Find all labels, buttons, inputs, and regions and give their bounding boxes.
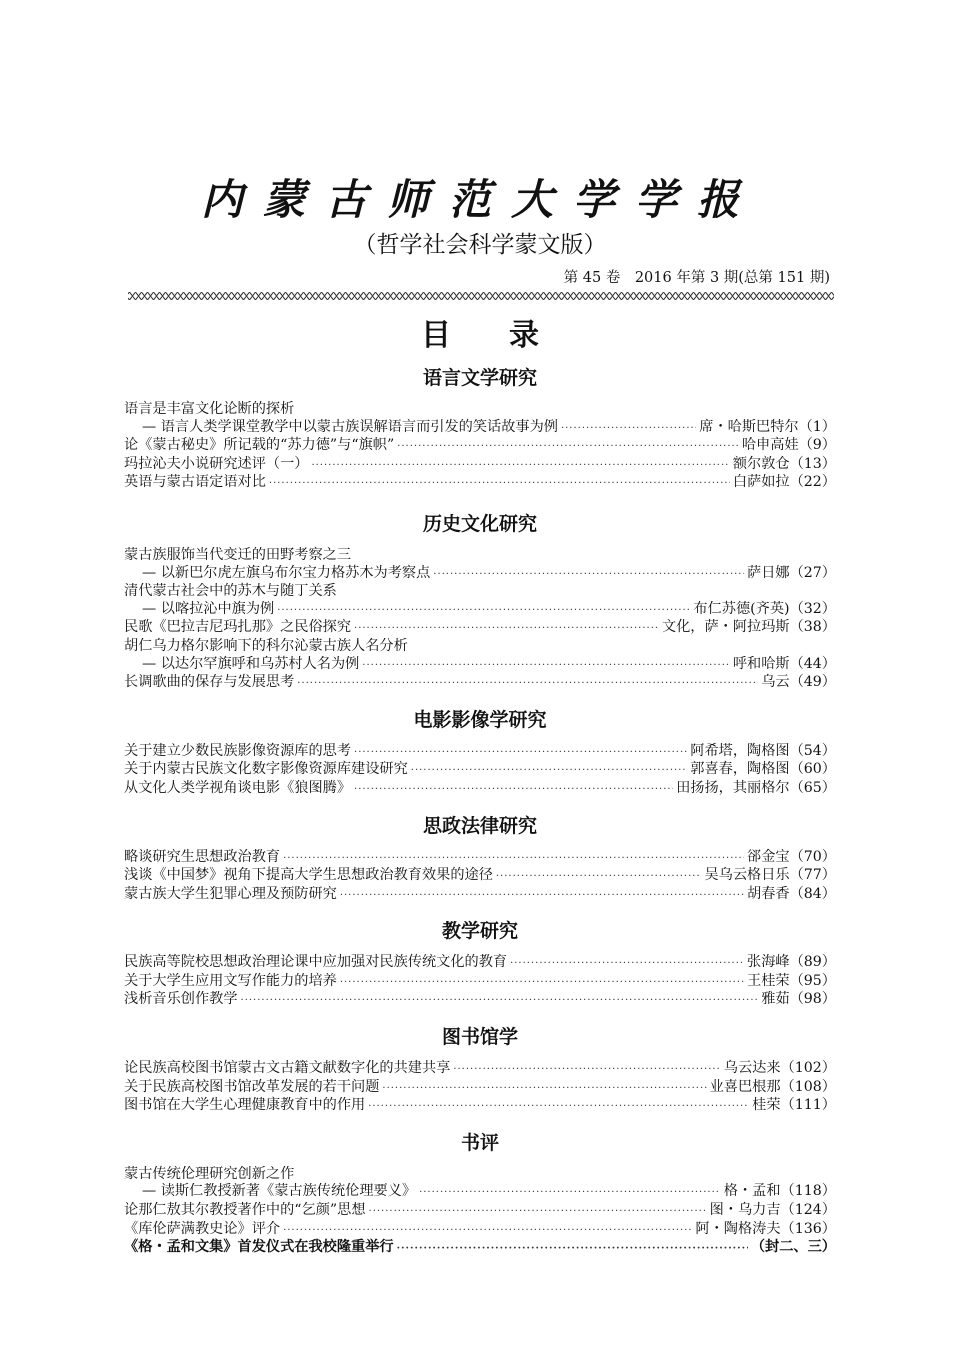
entry-author-page: 阿希塔，陶格图（54） (690, 742, 836, 759)
entry-author-page: 格・孟和（118） (723, 1183, 836, 1200)
dot-leader (354, 781, 673, 799)
toc-entry (124, 656, 836, 675)
entry-author-page: 王桂荣（95） (747, 972, 836, 989)
dot-leader (283, 1222, 692, 1240)
entry-title: — 以达尔罕旗呼和乌苏村人名为例 (142, 655, 360, 672)
entry-title: 关于内蒙古民族文化数字影像资源库建设研究 (124, 761, 408, 778)
entry-title: 论《蒙古秘史》所记载的“苏力德”与“旗帜” (124, 437, 395, 454)
dot-leader (297, 675, 758, 693)
entry-author-page: 郤金宝（70） (747, 848, 836, 865)
entry-title: 浅析音乐创作教学 (124, 991, 238, 1008)
entry-author-page: 白萨如拉（22） (732, 474, 836, 491)
entry-title: 《格・孟和文集》首发仪式在我校隆重举行 (124, 1239, 394, 1256)
entry-author-page: 文化，萨・阿拉玛斯（38） (661, 619, 836, 636)
entry-author-page: 张海峰（89） (747, 954, 836, 971)
toc-entry (124, 886, 836, 905)
section-title: 教学研究 (441, 920, 518, 943)
entry-author-page: 阿・陶格涛夫（136） (695, 1220, 836, 1237)
toc-entry (124, 437, 836, 456)
toc-entry (124, 456, 836, 475)
entry-author-page: 吴乌云格日乐（77） (704, 867, 836, 884)
toc-entry (124, 1183, 836, 1202)
toc-entry (124, 867, 836, 886)
dot-leader (561, 420, 696, 438)
dot-leader (382, 1080, 706, 1098)
toc-entry-heading: 胡仁乌力格尔影响下的科尔沁蒙古族人名分析 (124, 637, 408, 654)
entry-author-page: 桂荣（111） (752, 1097, 836, 1114)
toc-section (124, 509, 836, 693)
toc-entry (124, 1060, 836, 1079)
entry-title: — 语言人类学课堂教学中以蒙古族误解语言而引发的笑话故事为例 (142, 418, 558, 435)
toc-entry (124, 761, 836, 780)
entry-author-page: 萨日娜（27） (747, 564, 836, 581)
dot-leader (453, 1061, 720, 1079)
dot-leader (433, 566, 744, 584)
dot-leader (397, 438, 739, 456)
entry-author-page: 田扬扬，其丽格尔（65） (676, 779, 836, 796)
toc-section (124, 363, 836, 493)
entry-title: 民歌《巴拉吉尼玛扎那》之民俗探究 (124, 619, 352, 636)
dot-leader (277, 602, 690, 620)
section-title: 历史文化研究 (422, 512, 537, 535)
entry-author-page: （封二、三） (750, 1239, 836, 1256)
entry-author-page: 图・乌力吉（124） (709, 1202, 836, 1219)
toc-section (124, 1022, 836, 1116)
dot-leader (419, 1184, 721, 1202)
entry-title: 蒙古族大学生犯罪心理及预防研究 (124, 885, 337, 902)
toc-entry (124, 1239, 836, 1258)
issue-info: 第 45 卷 2016 年第 3 期(总第 151 期) (563, 270, 830, 286)
toc-entry (124, 849, 836, 868)
toc-entry (124, 474, 836, 493)
toc-entry (124, 954, 836, 973)
entry-title: 浅谈《中国梦》视角下提高大学生思想政治教育效果的途径 (124, 867, 493, 884)
toc-entry (124, 419, 836, 438)
entry-title: 论那仁敖其尔教授著作中的“乞颜”思想 (124, 1202, 366, 1219)
dot-leader (311, 457, 729, 475)
toc-entry (124, 743, 836, 762)
wavy-divider (128, 290, 834, 302)
toc-section (124, 811, 836, 905)
journal-title: 内蒙古师范大学学报 (200, 175, 759, 224)
dot-leader (496, 868, 702, 886)
toc-entry-heading: 清代蒙古社会中的苏木与随丁关系 (124, 583, 337, 600)
dot-leader (397, 1240, 748, 1258)
entry-title: — 读斯仁教授新著《蒙古族传统伦理要义》 (142, 1183, 417, 1200)
toc-entry-heading: 蒙古族服饰当代变迁的田野考察之三 (124, 546, 352, 563)
section-title: 思政法律研究 (422, 814, 537, 837)
entry-author-page: 胡春香（84） (747, 885, 836, 902)
entry-title: 长调歌曲的保存与发展思考 (124, 674, 295, 691)
toc-entry (124, 601, 836, 620)
toc-entry (124, 973, 836, 992)
entry-author-page: 业喜巴根那（108） (709, 1078, 836, 1095)
entry-title: — 以喀拉沁中旗为例 (142, 600, 275, 617)
entry-author-page: 呼和哈斯（44） (732, 655, 836, 672)
dot-leader (283, 850, 744, 868)
section-title: 电影影像学研究 (413, 708, 547, 731)
toc-entry (124, 619, 836, 638)
toc-entry-heading: 蒙古传统伦理研究创新之作 (124, 1165, 295, 1182)
entry-author-page: 哈申高娃（9） (741, 437, 836, 454)
entry-author-page: 席・哈斯巴特尔（1） (699, 418, 836, 435)
entry-title: 论民族高校图书馆蒙古文古籍文献数字化的共建共享 (124, 1060, 451, 1077)
dot-leader (340, 887, 744, 905)
entry-title: 关于建立少数民族影像资源库的思考 (124, 742, 352, 759)
section-title: 书评 (460, 1131, 499, 1154)
entry-author-page: 额尔敦仓（13） (732, 455, 836, 472)
entry-author-page: 布仁苏德(齐英)（32） (693, 600, 836, 617)
toc-entry-heading: 语言是丰富文化论断的探析 (124, 401, 295, 417)
entry-title: 图书馆在大学生心理健康教育中的作用 (124, 1097, 366, 1114)
toc-entry (124, 1097, 836, 1116)
toc-entry (124, 1221, 836, 1240)
toc-entry (124, 1202, 836, 1221)
toc-section (124, 1128, 836, 1258)
entry-title: 英语与蒙古语定语对比 (124, 474, 266, 491)
entry-author-page: 雅茹（98） (761, 991, 836, 1008)
dot-leader (354, 744, 687, 762)
dot-leader (362, 657, 729, 675)
toc-entry (124, 674, 836, 693)
entry-author-page: 郭喜春，陶格图（60） (690, 761, 836, 778)
dot-leader (340, 974, 744, 992)
journal-subtitle: （哲学社会科学蒙文版） (353, 232, 607, 258)
dot-leader (241, 992, 759, 1010)
entry-title: 民族高等院校思想政治理论课中应加强对民族传统文化的教育 (124, 954, 508, 971)
section-title: 图书馆学 (441, 1026, 518, 1049)
entry-title: — 以新巴尔虎左旗乌布尔宝力格苏木为考察点 (142, 564, 431, 581)
entry-title: 玛拉沁夫小说研究述评（一） (124, 455, 309, 472)
dot-leader (411, 762, 687, 780)
entry-title: 关于大学生应用文写作能力的培养 (124, 972, 337, 989)
section-title: 语言文学研究 (422, 367, 537, 389)
dot-leader (368, 1098, 749, 1116)
dot-leader (269, 475, 730, 493)
entry-author-page: 乌云（49） (761, 674, 836, 691)
entry-title: 《库伦萨满教史论》评介 (124, 1220, 281, 1237)
toc-entry (124, 991, 836, 1010)
entry-title: 关于民族高校图书馆改革发展的若干问题 (124, 1078, 380, 1095)
toc-section (124, 705, 836, 799)
dot-leader (510, 955, 744, 973)
toc-entry (124, 565, 836, 584)
dot-leader (369, 1203, 707, 1221)
entry-author-page: 乌云达来（102） (723, 1060, 836, 1077)
toc-heading: 目录 (421, 318, 597, 353)
entry-title: 略谈研究生思想政治教育 (124, 848, 281, 865)
toc-entry (124, 780, 836, 799)
table-of-contents (124, 363, 836, 1258)
toc-section (124, 916, 836, 1010)
dot-leader (354, 620, 659, 638)
entry-title: 从文化人类学视角谈电影《狼图腾》 (124, 779, 352, 796)
toc-entry (124, 1079, 836, 1098)
